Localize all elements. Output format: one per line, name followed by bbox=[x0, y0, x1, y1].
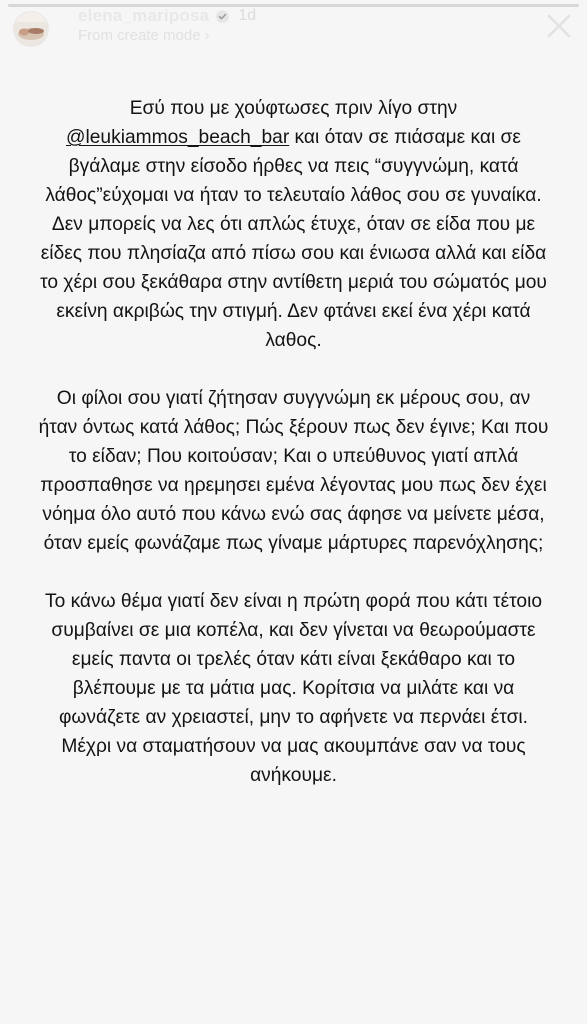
close-icon bbox=[546, 13, 572, 39]
avatar-image bbox=[14, 12, 48, 46]
story-timestamp: 1d bbox=[238, 7, 257, 24]
mention-link[interactable]: @leukiammos_beach_bar bbox=[66, 127, 290, 148]
story-header bbox=[0, 0, 587, 62]
story-text bbox=[38, 94, 549, 819]
paragraph-1 bbox=[38, 94, 549, 355]
verified-badge-icon bbox=[215, 9, 230, 24]
paragraph-2: Οι φίλοι σου γιατί ζήτησαν συγγνώμη εκ μέρους σου, αν ήταν όντως κατά λάθος; Πώς ξέρουν πως δεν έγινε; Και που το είδαν; Που κοιτούσαν; Και ο υπεύθυνος γιατί απλά προσπαθησε να ηρεμησει εμένα λέγοντας μου πως δεν έχει νόημα όλο αυτό που κάνω ενώ σας άφησε να μείνετε μέσα, όταν εμείς φωνάζαμε πως γίναμε μάρτυρες παρενόχλησης; bbox=[38, 388, 549, 554]
paragraph-1-rest: και όταν σε πιάσαμε και σε βγάλαμε στην είσοδο ήρθες να πεις “συγγνώμη, κατά λάθος”εύχομαι να ήταν το τελευταίο λάθος σου σε γυναίκα. Δεν μπορείς να λες ότι απλώς έτυχε, όταν σε είδα που με είδες που πλησίαζα από πίσω σου και ένιωσα αλλά και είδα το χέρι σου ξεκάθαρα στην αντίθετη μεριά του σώματός μου εκείνη ακριβώς την στιγμή. Δεν φτάνει εκεί ένα χέρι κατά λαθος. bbox=[40, 127, 547, 351]
close-button[interactable] bbox=[543, 10, 575, 42]
chevron-right-icon: › bbox=[204, 27, 210, 44]
username-row bbox=[78, 6, 256, 26]
create-mode-label: From create mode bbox=[78, 27, 201, 44]
create-mode-link[interactable] bbox=[78, 27, 210, 44]
paragraph-1-intro: Εσύ που με χούφτωσες πριν λίγο στην bbox=[129, 98, 458, 119]
username[interactable]: elena_mariposa bbox=[78, 6, 210, 25]
paragraph-3: Το κάνω θέμα γιατί δεν είναι η πρώτη φορά που κάτι τέτοιο συμβαίνει σε μια κοπέλα, και δεν γίνεται να θεωρούμαστε εμείς παντα οι τρελές όταν κάτι είναι ξεκάθαρο και το βλέπουμε με τα μάτια μας. Κορίτσια να μιλάτε και να φωνάζετε αν χρειαστεί, μην το αφήνετε να περνάει έτσι. Μέχρι να σταματήσουν να μας ακουμπάνε σαν να τους ανήκουμε. bbox=[44, 591, 543, 786]
avatar[interactable] bbox=[14, 12, 48, 46]
